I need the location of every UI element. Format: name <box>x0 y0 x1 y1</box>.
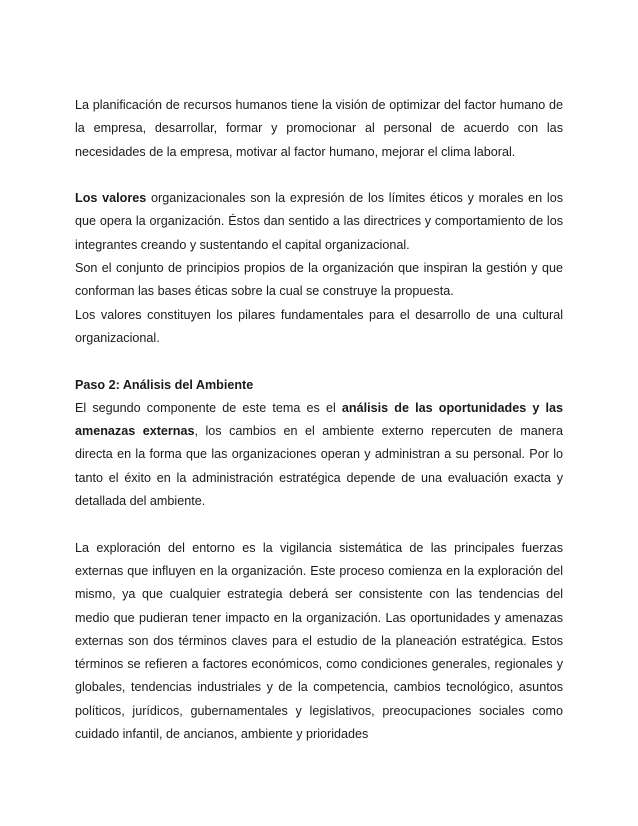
paragraph-spacer <box>75 164 563 187</box>
paragraph-segundo-componente <box>75 397 563 513</box>
paragraph-principios: Son el conjunto de principios propios de la organización que inspiran la gestión y que conforman las bases éticas sobre la cual se construye la propuesta. <box>75 261 563 299</box>
paragraph-valores <box>75 187 563 257</box>
paragraph-exploracion: La exploración del entorno es la vigilancia sistemática de las principales fuerzas externas que influyen en la organización. Este proceso comienza en la exploración del mismo, ya que cualquier estrategia deberá ser consistente con las tendencias del medio que pudieran tener impacto en la organización. Las oportunidades y amenazas externas son dos términos claves para el estudio de la planeación estratégica. Estos términos se refieren a factores económicos, como condiciones generales, regionales y globales, tendencias industriales y de la competencia, cambios tecnológico, asuntos políticos, jurídicos, gubernamentales y legislativos, preocupaciones sociales como cuidado infantil, de ancianos, ambiente y prioridades <box>75 540 563 742</box>
document-page <box>75 94 563 746</box>
section-heading: Paso 2: Análisis del Ambiente <box>75 377 254 392</box>
bold-term-oportunidades: análisis de las oportunidades y las amenazas externas <box>75 400 563 439</box>
paragraph-pilares: Los valores constituyen los pilares fundamentales para el desarrollo de una cultural organizacional. <box>75 307 563 345</box>
paragraph-spacer <box>75 350 563 373</box>
paragraph-segundo-rest: , los cambios en el ambiente externo repercuten de manera directa en la forma que las organizaciones operan y administran a su personal. Por lo tanto el éxito en la administración estratégica depende de una evaluación exacta y detallada del ambiente. <box>75 424 563 509</box>
paragraph-spacer <box>75 513 563 536</box>
paragraph-segundo-start: El segundo componente de este tema es el <box>75 400 342 415</box>
bold-term-valores: Los valores <box>75 191 147 206</box>
paragraph-planificacion: La planificación de recursos humanos tiene la visión de optimizar del factor humano de la empresa, desarrollar, formar y promocionar al personal de acuerdo con las necesidades de la empresa, motivar al factor humano, mejorar el clima laboral. <box>75 98 563 159</box>
paragraph-valores-text: organizacionales son la expresión de los límites éticos y morales en los que opera la organización. Éstos dan sentido a las directrices y comportamiento de los integrantes creando y sustentando el capital organizacional. <box>75 191 563 252</box>
